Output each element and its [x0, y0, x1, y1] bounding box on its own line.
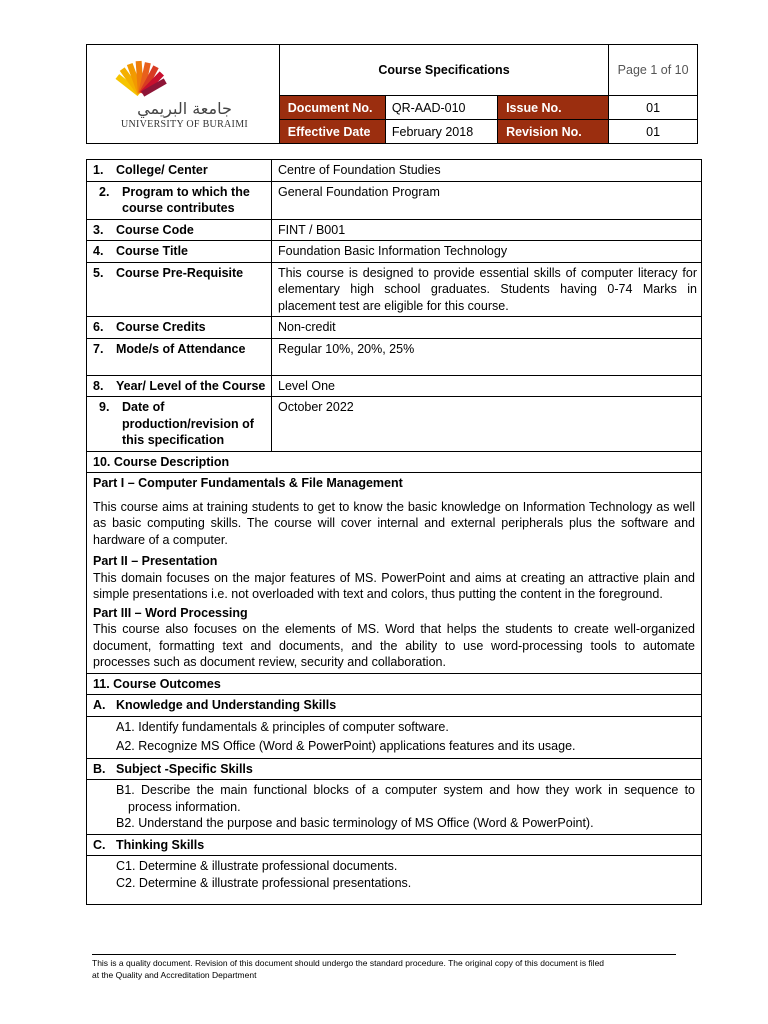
row-value: Centre of Foundation Studies: [272, 160, 702, 182]
row-value: FINT / B001: [272, 219, 702, 241]
row-value: October 2022: [272, 397, 702, 452]
footer-note: [92, 957, 692, 981]
footer-divider: [92, 954, 676, 955]
table-row: [87, 181, 702, 219]
outcome-b2: B2. Understand the purpose and basic terminology of MS Office (Word & PowerPoint).: [116, 816, 594, 830]
doc-no-label: Document No.: [279, 96, 385, 120]
outcome-a1: A1. Identify fundamentals & principles of computer software.: [116, 719, 449, 734]
part-1-title: Part I – Computer Fundamentals & File Management: [93, 476, 403, 490]
part-3-title: Part III – Word Processing: [93, 605, 248, 620]
table-row: [87, 241, 702, 263]
issue-value: 01: [609, 96, 698, 120]
university-name-arabic: جامعة البريمي: [137, 99, 232, 118]
outcome-group-b-items: [87, 780, 702, 835]
course-description-heading: 10. Course Description: [87, 451, 702, 473]
row-label: 7. Mode/s of Attendance: [87, 338, 272, 375]
row-label: 2. Program to which the course contributes: [87, 181, 272, 219]
row-label: 9. Date of production/revision of this specification: [87, 397, 272, 452]
table-row: [87, 397, 702, 452]
row-value: Regular 10%, 20%, 25%: [272, 338, 702, 375]
row-value: General Foundation Program: [272, 181, 702, 219]
outcome-group-a-items: [87, 716, 702, 758]
outcome-group-b-heading: B. Subject -Specific Skills: [87, 758, 702, 780]
course-description-body: [87, 473, 702, 674]
part-3-text: This course also focuses on the elements of MS. Word that helps the students to create well-organized document, formatting text and documents, and the ability to use word-processing tools to automate processes such as document review, security and collaboration.: [93, 622, 695, 669]
issue-label: Issue No.: [498, 96, 609, 120]
footer-line-2: at the Quality and Accreditation Department: [92, 970, 257, 980]
row-label: 3. Course Code: [87, 219, 272, 241]
footer-line-1: This is a quality document. Revision of this document should undergo the standard procedure. The original copy of this document is filed: [92, 958, 605, 968]
row-value: Level One: [272, 375, 702, 397]
row-label: 8. Year/ Level of the Course: [87, 375, 272, 397]
document-title: Course Specifications: [279, 45, 608, 96]
outcome-a2: A2. Recognize MS Office (Word & PowerPoint) applications features and its usage.: [116, 739, 576, 753]
university-name-english: UNIVERSITY OF BURAIMI: [120, 119, 249, 130]
doc-no-value: QR-AAD-010: [385, 96, 497, 120]
outcome-group-c-heading: C. Thinking Skills: [87, 834, 702, 856]
effective-date-label: Effective Date: [279, 120, 385, 144]
row-label: 5. Course Pre-Requisite: [87, 262, 272, 317]
row-label: 1. College/ Center: [87, 160, 272, 182]
course-outcomes-heading: 11. Course Outcomes: [87, 673, 702, 695]
row-value: Non-credit: [272, 317, 702, 339]
outcome-c2: C2. Determine & illustrate professional presentations.: [116, 875, 412, 890]
revision-label: Revision No.: [498, 120, 609, 144]
part-2-title: Part II – Presentation: [93, 554, 218, 568]
table-row: [87, 317, 702, 339]
revision-value: 01: [609, 120, 698, 144]
row-value: Foundation Basic Information Technology: [272, 241, 702, 263]
table-row: [87, 219, 702, 241]
table-row: [87, 338, 702, 375]
outcome-c1: C1. Determine & illustrate professional documents.: [116, 859, 398, 873]
page-indicator: Page 1 of 10: [609, 45, 698, 96]
outcome-b1: B1. Describe the main functional blocks of a computer system and how they work in sequence to process information.: [116, 783, 695, 814]
logo-cell: [87, 45, 280, 144]
table-row: [87, 160, 702, 182]
outcome-group-a-heading: A. Knowledge and Understanding Skills: [87, 695, 702, 717]
document-header: [86, 44, 698, 144]
row-label: 4. Course Title: [87, 241, 272, 263]
effective-date-value: February 2018: [385, 120, 497, 144]
row-label: 6. Course Credits: [87, 317, 272, 339]
outcome-group-c-items: [87, 856, 702, 905]
table-row: [87, 375, 702, 397]
row-value: This course is designed to provide essential skills of computer literacy for elementary high school graduates. Students having 0-74 Marks in placement test are eligible for this course.: [272, 262, 702, 317]
table-row: [87, 262, 702, 317]
part-1-text: This course aims at training students to get to know the basic knowledge on Information Technology as well as basic computing skills. The course will cover internal and external peripherals plus the software and hardware of a computer.: [93, 499, 695, 547]
course-spec-table: [86, 159, 702, 905]
part-2-text: This domain focuses on the major features of MS. PowerPoint and aims at creating an attractive plain and simple presentations i.e. not overloaded with text and colors, thus putting the content in the foreground.: [93, 570, 695, 601]
